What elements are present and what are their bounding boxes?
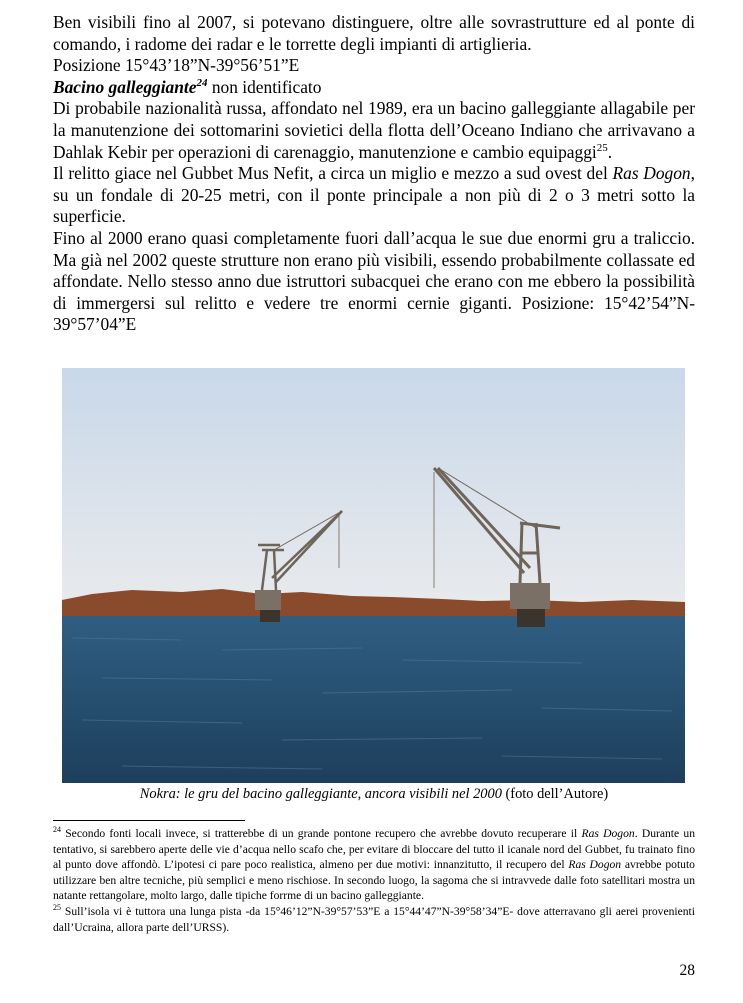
page-number: 28 [679, 962, 695, 979]
paragraph-position-1: Posizione 15°43’18”N-39°56’51”E [53, 55, 300, 76]
body-text [53, 12, 695, 336]
section-heading [53, 77, 695, 99]
footnote-24-text-c: . Durante un tentativo, si sarebbero aperte delle vie d’acqua nello scafo che, per evitare di bloccare del tutto il icanale nord del Gubbet, fu trainato fino al punto dove affondò. L’ipotesi ci pare poco realistica, almeno per due motivi: innanzitutto, il recupero del [53, 827, 695, 872]
paragraph-3-text: Di probabile nazionalità russa, affondato nel 1989, era un bacino galleggiante allagabile per la manutenzione dei sottomarini sovietici della flotta dell’Oceano Indiano che arrivavano a Dahlak Kebir per operazioni di carenaggio, manutenzione e cambio equipaggi [53, 98, 695, 162]
sky [62, 368, 685, 603]
footnote-24-text-e: avrebbe potuto utilizzare ben altre tecniche, più semplici e meno rischiose. In secondo luogo, la sagoma che si intravvede dalle foto satellitari mostra un natante rettangolare, molto largo, dalle tipiche forrme di un bacino galleggiante. [53, 858, 695, 903]
footnote-24-number: 24 [53, 825, 61, 835]
paragraph-4-italic: Ras Dogon [612, 163, 691, 184]
photo-illustration [62, 368, 685, 783]
footnotes [53, 826, 695, 935]
footnote-separator [53, 820, 245, 821]
caption-italic: Nokra: le gru del bacino galleggiante, ancora visibili nel 2000 [139, 786, 502, 802]
footnote-25-text: Sull’isola vi è tuttora una lunga pista -da 15°46’12”N-39°57’53”E a 15°44’47”N-39°58’34”E- dove atterravano gli aerei provenienti dall’Ucraina, allora parte dell’URSS). [53, 904, 695, 934]
paragraph-3 [53, 98, 695, 163]
footnote-24-text-d: Ras Dogon [568, 858, 622, 872]
footnote-24-text-b: Ras Dogon [581, 827, 635, 840]
footnote-ref-24[interactable]: 24 [196, 76, 208, 89]
footnote-25-number: 25 [53, 903, 61, 913]
paragraph-1: Ben visibili fino al 2007, si potevano distinguere, oltre alle sovrastrutture ed al ponte di comando, i radome dei radar e le torrette degli impianti di artiglieria. [53, 12, 695, 54]
paragraph-4-before: Il relitto giace nel Gubbet Mus Nefit, a circa un miglio e mezzo a sud ovest del [53, 163, 613, 184]
photo-caption [53, 785, 695, 803]
heading-title: Bacino galleggiante [53, 76, 197, 97]
paragraph-4-after: , su un fondale di 20-25 metri, con il ponte principale a non più di 2 o 3 metri sotto la superficie. [53, 163, 695, 227]
footnote-25 [53, 904, 695, 935]
caption-credit: (foto dell’Autore) [501, 786, 609, 802]
footnote-24-text-a: Secondo fonti locali invece, si tratterebbe di un grande pontone recupero che avrebbe dovuto recuperare il [61, 827, 582, 840]
crane-photo [62, 368, 685, 783]
paragraph-4 [53, 163, 695, 228]
footnote-24 [53, 826, 695, 904]
paragraph-3-end: . [607, 141, 613, 162]
heading-rest: non identificato [207, 76, 322, 97]
footnote-ref-25[interactable]: 25 [596, 141, 608, 154]
paragraph-5: Fino al 2000 erano quasi completamente fuori dall’acqua le sue due enormi gru a traliccio. Ma già nel 2002 queste strutture non erano più visibili, essendo probabilmente collassate ed affondate. Nello stesso anno due istruttori subacquei che erano con me ebbero la possibilità di immergersi sul relitto e vedere tre enormi cernie giganti. Posizione: 15°42’54”N-39°57’04”E [53, 227, 695, 335]
